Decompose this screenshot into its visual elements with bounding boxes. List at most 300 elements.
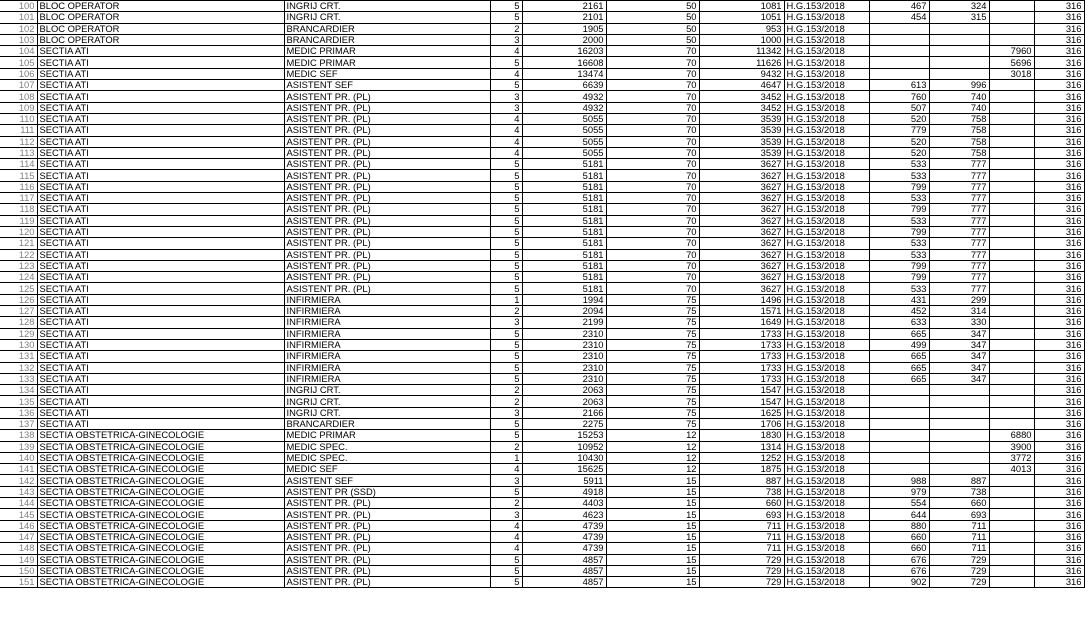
legal-basis-cell: H.G.153/2018 [784, 125, 869, 136]
base-salary-cell: 16203 [522, 46, 606, 57]
amount-cell: 1733 [699, 328, 784, 339]
value-d-cell: 316 [1034, 452, 1084, 463]
value-d-cell: 316 [1034, 373, 1084, 384]
legal-basis-cell: H.G.153/2018 [784, 1, 869, 12]
department-cell: SECTIA ATI [37, 80, 284, 91]
value-a-cell: 533 [869, 170, 929, 181]
value-a-cell: 799 [869, 272, 929, 283]
percent-cell: 70 [606, 249, 699, 260]
table-row [0, 486, 1084, 497]
value-d-cell: 316 [1034, 193, 1084, 204]
job-title-cell: BRANCARDIER [284, 34, 490, 45]
percent-cell: 15 [606, 577, 699, 588]
row-number-cell: 114 [0, 159, 37, 170]
row-number-cell: 133 [0, 373, 37, 384]
percent-cell: 15 [606, 509, 699, 520]
value-d-cell: 316 [1034, 125, 1084, 136]
table-row [0, 520, 1084, 531]
amount-cell: 660 [699, 498, 784, 509]
row-number-cell: 115 [0, 170, 37, 181]
row-number-cell: 107 [0, 80, 37, 91]
row-number-cell: 131 [0, 351, 37, 362]
percent-cell: 75 [606, 351, 699, 362]
job-title-cell: MEDIC SEF [284, 464, 490, 475]
department-cell: SECTIA ATI [37, 407, 284, 418]
value-d-cell: 316 [1034, 306, 1084, 317]
base-salary-cell: 2310 [522, 328, 606, 339]
percent-cell: 70 [606, 181, 699, 192]
base-salary-cell: 2000 [522, 34, 606, 45]
grade-cell: 1 [490, 452, 522, 463]
department-cell: SECTIA ATI [37, 396, 284, 407]
job-title-cell: ASISTENT PR. (PL) [284, 215, 490, 226]
legal-basis-cell: H.G.153/2018 [784, 57, 869, 68]
row-number-cell: 146 [0, 520, 37, 531]
amount-cell: 9432 [699, 68, 784, 79]
legal-basis-cell: H.G.153/2018 [784, 396, 869, 407]
job-title-cell: ASISTENT PR. (PL) [284, 260, 490, 271]
base-salary-cell: 4857 [522, 565, 606, 576]
job-title-cell: ASISTENT PR. (PL) [284, 565, 490, 576]
value-c-cell [989, 181, 1034, 192]
amount-cell: 1314 [699, 441, 784, 452]
value-b-cell: 777 [929, 260, 989, 271]
table-row [0, 418, 1084, 429]
grade-cell: 5 [490, 577, 522, 588]
value-b-cell: 777 [929, 238, 989, 249]
row-number-cell: 136 [0, 407, 37, 418]
value-a-cell: 644 [869, 509, 929, 520]
base-salary-cell: 5181 [522, 226, 606, 237]
value-a-cell: 676 [869, 554, 929, 565]
percent-cell: 12 [606, 430, 699, 441]
value-c-cell: 4013 [989, 464, 1034, 475]
table-row [0, 193, 1084, 204]
table-row [0, 430, 1084, 441]
value-d-cell: 316 [1034, 475, 1084, 486]
value-b-cell: 347 [929, 362, 989, 373]
grade-cell: 4 [490, 68, 522, 79]
value-a-cell [869, 57, 929, 68]
value-a-cell: 779 [869, 125, 929, 136]
amount-cell: 711 [699, 520, 784, 531]
grade-cell: 4 [490, 543, 522, 554]
grade-cell: 1 [490, 294, 522, 305]
value-b-cell: 777 [929, 170, 989, 181]
value-c-cell [989, 475, 1034, 486]
amount-cell: 1000 [699, 34, 784, 45]
value-c-cell [989, 1, 1034, 12]
legal-basis-cell: H.G.153/2018 [784, 452, 869, 463]
job-title-cell: ASISTENT PR. (PL) [284, 577, 490, 588]
value-a-cell: 799 [869, 226, 929, 237]
legal-basis-cell: H.G.153/2018 [784, 204, 869, 215]
value-b-cell: 758 [929, 125, 989, 136]
percent-cell: 70 [606, 193, 699, 204]
value-c-cell [989, 170, 1034, 181]
value-d-cell: 316 [1034, 441, 1084, 452]
value-d-cell: 316 [1034, 339, 1084, 350]
value-c-cell: 6880 [989, 430, 1034, 441]
job-title-cell: ASISTENT PR. (PL) [284, 498, 490, 509]
base-salary-cell: 5181 [522, 238, 606, 249]
amount-cell: 4647 [699, 80, 784, 91]
department-cell: BLOC OPERATOR [37, 1, 284, 12]
base-salary-cell: 5055 [522, 136, 606, 147]
department-cell: SECTIA OBSTETRICA-GINECOLOGIE [37, 543, 284, 554]
value-c-cell: 3018 [989, 68, 1034, 79]
department-cell: SECTIA ATI [37, 136, 284, 147]
percent-cell: 50 [606, 1, 699, 12]
amount-cell: 3452 [699, 91, 784, 102]
legal-basis-cell: H.G.153/2018 [784, 317, 869, 328]
value-d-cell: 316 [1034, 407, 1084, 418]
row-number-cell: 122 [0, 249, 37, 260]
row-number-cell: 117 [0, 193, 37, 204]
row-number-cell: 110 [0, 113, 37, 124]
job-title-cell: INGRIJ CRT. [284, 396, 490, 407]
table-row [0, 339, 1084, 350]
value-c-cell [989, 317, 1034, 328]
department-cell: SECTIA ATI [37, 204, 284, 215]
legal-basis-cell: H.G.153/2018 [784, 294, 869, 305]
value-a-cell: 665 [869, 328, 929, 339]
row-number-cell: 148 [0, 543, 37, 554]
value-d-cell: 316 [1034, 464, 1084, 475]
table-row [0, 554, 1084, 565]
table-row [0, 577, 1084, 588]
amount-cell: 738 [699, 486, 784, 497]
legal-basis-cell: H.G.153/2018 [784, 486, 869, 497]
grade-cell: 5 [490, 418, 522, 429]
amount-cell: 3627 [699, 181, 784, 192]
value-b-cell: 729 [929, 554, 989, 565]
percent-cell: 15 [606, 554, 699, 565]
table-row [0, 385, 1084, 396]
value-c-cell [989, 339, 1034, 350]
legal-basis-cell: H.G.153/2018 [784, 80, 869, 91]
value-a-cell: 665 [869, 373, 929, 384]
value-c-cell: 5696 [989, 57, 1034, 68]
amount-cell: 711 [699, 531, 784, 542]
value-b-cell: 347 [929, 351, 989, 362]
legal-basis-cell: H.G.153/2018 [784, 34, 869, 45]
value-b-cell [929, 452, 989, 463]
job-title-cell: ASISTENT PR. (PL) [284, 272, 490, 283]
department-cell: SECTIA OBSTETRICA-GINECOLOGIE [37, 464, 284, 475]
legal-basis-cell: H.G.153/2018 [784, 554, 869, 565]
row-number-cell: 147 [0, 531, 37, 542]
table-row [0, 147, 1084, 158]
value-b-cell [929, 46, 989, 57]
value-b-cell: 738 [929, 486, 989, 497]
value-c-cell [989, 136, 1034, 147]
table-row [0, 159, 1084, 170]
base-salary-cell: 5181 [522, 215, 606, 226]
percent-cell: 75 [606, 396, 699, 407]
percent-cell: 15 [606, 486, 699, 497]
row-number-cell: 103 [0, 34, 37, 45]
table-row [0, 249, 1084, 260]
legal-basis-cell: H.G.153/2018 [784, 12, 869, 23]
department-cell: SECTIA ATI [37, 147, 284, 158]
amount-cell: 3627 [699, 249, 784, 260]
percent-cell: 70 [606, 46, 699, 57]
grade-cell: 5 [490, 272, 522, 283]
value-a-cell: 880 [869, 520, 929, 531]
department-cell: SECTIA ATI [37, 306, 284, 317]
value-d-cell: 316 [1034, 238, 1084, 249]
value-b-cell: 777 [929, 272, 989, 283]
table-row [0, 91, 1084, 102]
job-title-cell: ASISTENT PR. (PL) [284, 102, 490, 113]
grade-cell: 5 [490, 283, 522, 294]
job-title-cell: ASISTENT PR. (PL) [284, 170, 490, 181]
value-c-cell [989, 226, 1034, 237]
legal-basis-cell: H.G.153/2018 [784, 147, 869, 158]
value-c-cell [989, 577, 1034, 588]
department-cell: SECTIA ATI [37, 159, 284, 170]
table-body [0, 1, 1084, 588]
value-b-cell: 347 [929, 328, 989, 339]
row-number-cell: 101 [0, 12, 37, 23]
value-b-cell [929, 396, 989, 407]
grade-cell: 4 [490, 125, 522, 136]
row-number-cell: 140 [0, 452, 37, 463]
department-cell: SECTIA ATI [37, 193, 284, 204]
amount-cell: 3627 [699, 260, 784, 271]
percent-cell: 75 [606, 339, 699, 350]
grade-cell: 5 [490, 430, 522, 441]
department-cell: SECTIA ATI [37, 418, 284, 429]
amount-cell: 3539 [699, 147, 784, 158]
job-title-cell: MEDIC PRIMAR [284, 430, 490, 441]
value-d-cell: 316 [1034, 181, 1084, 192]
row-number-cell: 100 [0, 1, 37, 12]
job-title-cell: ASISTENT PR. (PL) [284, 283, 490, 294]
amount-cell: 953 [699, 23, 784, 34]
grade-cell: 4 [490, 464, 522, 475]
row-number-cell: 128 [0, 317, 37, 328]
base-salary-cell: 4623 [522, 509, 606, 520]
value-c-cell [989, 520, 1034, 531]
value-b-cell [929, 23, 989, 34]
percent-cell: 70 [606, 80, 699, 91]
grade-cell: 2 [490, 396, 522, 407]
legal-basis-cell: H.G.153/2018 [784, 306, 869, 317]
value-b-cell: 777 [929, 226, 989, 237]
amount-cell: 1733 [699, 339, 784, 350]
department-cell: SECTIA ATI [37, 272, 284, 283]
amount-cell: 3627 [699, 283, 784, 294]
base-salary-cell: 4918 [522, 486, 606, 497]
percent-cell: 70 [606, 272, 699, 283]
amount-cell: 1547 [699, 385, 784, 396]
value-c-cell [989, 249, 1034, 260]
value-d-cell: 316 [1034, 531, 1084, 542]
department-cell: SECTIA OBSTETRICA-GINECOLOGIE [37, 520, 284, 531]
table-row [0, 543, 1084, 554]
percent-cell: 70 [606, 136, 699, 147]
amount-cell: 1733 [699, 351, 784, 362]
value-d-cell: 316 [1034, 1, 1084, 12]
department-cell: SECTIA ATI [37, 102, 284, 113]
table-row [0, 498, 1084, 509]
value-c-cell [989, 498, 1034, 509]
legal-basis-cell: H.G.153/2018 [784, 68, 869, 79]
value-b-cell [929, 407, 989, 418]
department-cell: SECTIA ATI [37, 113, 284, 124]
value-c-cell [989, 12, 1034, 23]
grade-cell: 5 [490, 57, 522, 68]
amount-cell: 1706 [699, 418, 784, 429]
base-salary-cell: 5055 [522, 147, 606, 158]
base-salary-cell: 2101 [522, 12, 606, 23]
table-row [0, 452, 1084, 463]
value-b-cell: 777 [929, 283, 989, 294]
amount-cell: 1547 [699, 396, 784, 407]
legal-basis-cell: H.G.153/2018 [784, 170, 869, 181]
value-a-cell: 554 [869, 498, 929, 509]
value-b-cell [929, 68, 989, 79]
grade-cell: 4 [490, 136, 522, 147]
value-d-cell: 316 [1034, 147, 1084, 158]
amount-cell: 3627 [699, 226, 784, 237]
department-cell: SECTIA ATI [37, 46, 284, 57]
value-b-cell [929, 57, 989, 68]
value-d-cell: 316 [1034, 12, 1084, 23]
grade-cell: 4 [490, 147, 522, 158]
row-number-cell: 119 [0, 215, 37, 226]
value-d-cell: 316 [1034, 577, 1084, 588]
value-b-cell: 740 [929, 102, 989, 113]
department-cell: SECTIA ATI [37, 283, 284, 294]
department-cell: SECTIA OBSTETRICA-GINECOLOGIE [37, 565, 284, 576]
job-title-cell: INFIRMIERA [284, 328, 490, 339]
value-d-cell: 316 [1034, 113, 1084, 124]
amount-cell: 3627 [699, 193, 784, 204]
table-row [0, 80, 1084, 91]
value-d-cell: 316 [1034, 91, 1084, 102]
value-c-cell [989, 373, 1034, 384]
legal-basis-cell: H.G.153/2018 [784, 23, 869, 34]
job-title-cell: BRANCARDIER [284, 23, 490, 34]
department-cell: SECTIA ATI [37, 260, 284, 271]
row-number-cell: 139 [0, 441, 37, 452]
amount-cell: 729 [699, 577, 784, 588]
base-salary-cell: 15253 [522, 430, 606, 441]
value-a-cell [869, 396, 929, 407]
base-salary-cell: 2063 [522, 396, 606, 407]
grade-cell: 3 [490, 407, 522, 418]
table-row [0, 113, 1084, 124]
percent-cell: 15 [606, 520, 699, 531]
table-row [0, 351, 1084, 362]
value-a-cell: 533 [869, 249, 929, 260]
grade-cell: 3 [490, 509, 522, 520]
row-number-cell: 126 [0, 294, 37, 305]
department-cell: SECTIA ATI [37, 170, 284, 181]
row-number-cell: 132 [0, 362, 37, 373]
value-c-cell [989, 34, 1034, 45]
value-b-cell: 887 [929, 475, 989, 486]
row-number-cell: 116 [0, 181, 37, 192]
amount-cell: 729 [699, 554, 784, 565]
grade-cell: 3 [490, 102, 522, 113]
grade-cell: 5 [490, 226, 522, 237]
department-cell: SECTIA ATI [37, 57, 284, 68]
value-c-cell: 7960 [989, 46, 1034, 57]
percent-cell: 12 [606, 452, 699, 463]
value-d-cell: 316 [1034, 260, 1084, 271]
base-salary-cell: 5181 [522, 181, 606, 192]
legal-basis-cell: H.G.153/2018 [784, 159, 869, 170]
job-title-cell: ASISTENT PR. (PL) [284, 147, 490, 158]
legal-basis-cell: H.G.153/2018 [784, 113, 869, 124]
department-cell: SECTIA OBSTETRICA-GINECOLOGIE [37, 452, 284, 463]
row-number-cell: 145 [0, 509, 37, 520]
legal-basis-cell: H.G.153/2018 [784, 328, 869, 339]
value-a-cell: 467 [869, 1, 929, 12]
grade-cell: 5 [490, 80, 522, 91]
grade-cell: 2 [490, 306, 522, 317]
legal-basis-cell: H.G.153/2018 [784, 249, 869, 260]
job-title-cell: ASISTENT PR. (PL) [284, 509, 490, 520]
value-a-cell: 520 [869, 136, 929, 147]
department-cell: SECTIA ATI [37, 385, 284, 396]
percent-cell: 70 [606, 215, 699, 226]
value-a-cell: 633 [869, 317, 929, 328]
legal-basis-cell: H.G.153/2018 [784, 430, 869, 441]
grade-cell: 5 [490, 373, 522, 384]
value-b-cell: 758 [929, 147, 989, 158]
value-d-cell: 316 [1034, 204, 1084, 215]
value-d-cell: 316 [1034, 554, 1084, 565]
value-a-cell [869, 441, 929, 452]
table-row [0, 272, 1084, 283]
job-title-cell: ASISTENT PR. (PL) [284, 238, 490, 249]
department-cell: BLOC OPERATOR [37, 12, 284, 23]
row-number-cell: 141 [0, 464, 37, 475]
row-number-cell: 108 [0, 91, 37, 102]
base-salary-cell: 2275 [522, 418, 606, 429]
job-title-cell: INGRIJ CRT. [284, 12, 490, 23]
value-b-cell [929, 430, 989, 441]
amount-cell: 1571 [699, 306, 784, 317]
row-number-cell: 123 [0, 260, 37, 271]
amount-cell: 1733 [699, 373, 784, 384]
grade-cell: 5 [490, 159, 522, 170]
department-cell: BLOC OPERATOR [37, 34, 284, 45]
table-row [0, 125, 1084, 136]
percent-cell: 70 [606, 91, 699, 102]
grade-cell: 5 [490, 1, 522, 12]
amount-cell: 1733 [699, 362, 784, 373]
table-row [0, 46, 1084, 57]
row-number-cell: 120 [0, 226, 37, 237]
department-cell: SECTIA OBSTETRICA-GINECOLOGIE [37, 577, 284, 588]
base-salary-cell: 2310 [522, 351, 606, 362]
row-number-cell: 121 [0, 238, 37, 249]
job-title-cell: ASISTENT PR (SSD) [284, 486, 490, 497]
amount-cell: 1875 [699, 464, 784, 475]
value-b-cell: 740 [929, 91, 989, 102]
value-c-cell [989, 23, 1034, 34]
value-c-cell [989, 147, 1034, 158]
table-row [0, 531, 1084, 542]
amount-cell: 11626 [699, 57, 784, 68]
grade-cell: 5 [490, 215, 522, 226]
